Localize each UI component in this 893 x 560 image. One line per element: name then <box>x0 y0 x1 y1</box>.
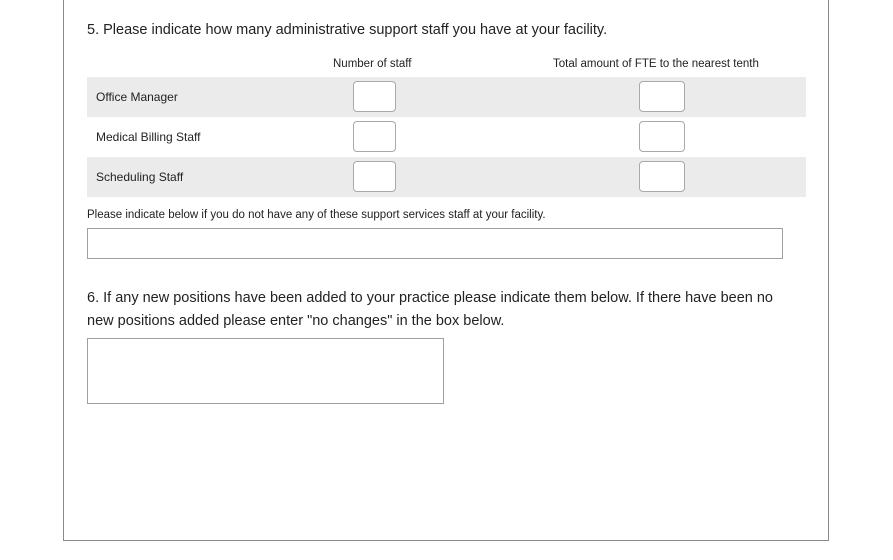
office-manager-number-input[interactable] <box>353 81 396 112</box>
medical-billing-number-input[interactable] <box>353 121 396 152</box>
row-label: Medical Billing Staff <box>96 130 201 144</box>
no-staff-note: Please indicate below if you do not have any of these support services staff at your facility. <box>87 209 546 221</box>
row-label: Office Manager <box>96 90 178 104</box>
question-6-title: 6. If any new positions have been added to your practice please indicate them below. If there have been no new positions added please enter "no changes" in the box below. <box>87 290 773 329</box>
medical-billing-fte-input[interactable] <box>639 121 685 152</box>
staff-row-scheduling <box>87 157 806 197</box>
no-staff-input[interactable] <box>87 228 783 259</box>
new-positions-textarea[interactable] <box>87 338 444 404</box>
column-header-number-of-staff: Number of staff <box>333 58 412 70</box>
question-5-title: 5. Please indicate how many administrative support staff you have at your facility. <box>87 22 608 38</box>
scheduling-number-input[interactable] <box>353 161 396 192</box>
office-manager-fte-input[interactable] <box>639 81 685 112</box>
row-label: Scheduling Staff <box>96 170 184 184</box>
scheduling-fte-input[interactable] <box>639 161 685 192</box>
column-header-fte: Total amount of FTE to the nearest tenth <box>553 58 759 70</box>
staff-row-office-manager <box>87 77 806 117</box>
staff-row-medical-billing <box>87 117 806 157</box>
